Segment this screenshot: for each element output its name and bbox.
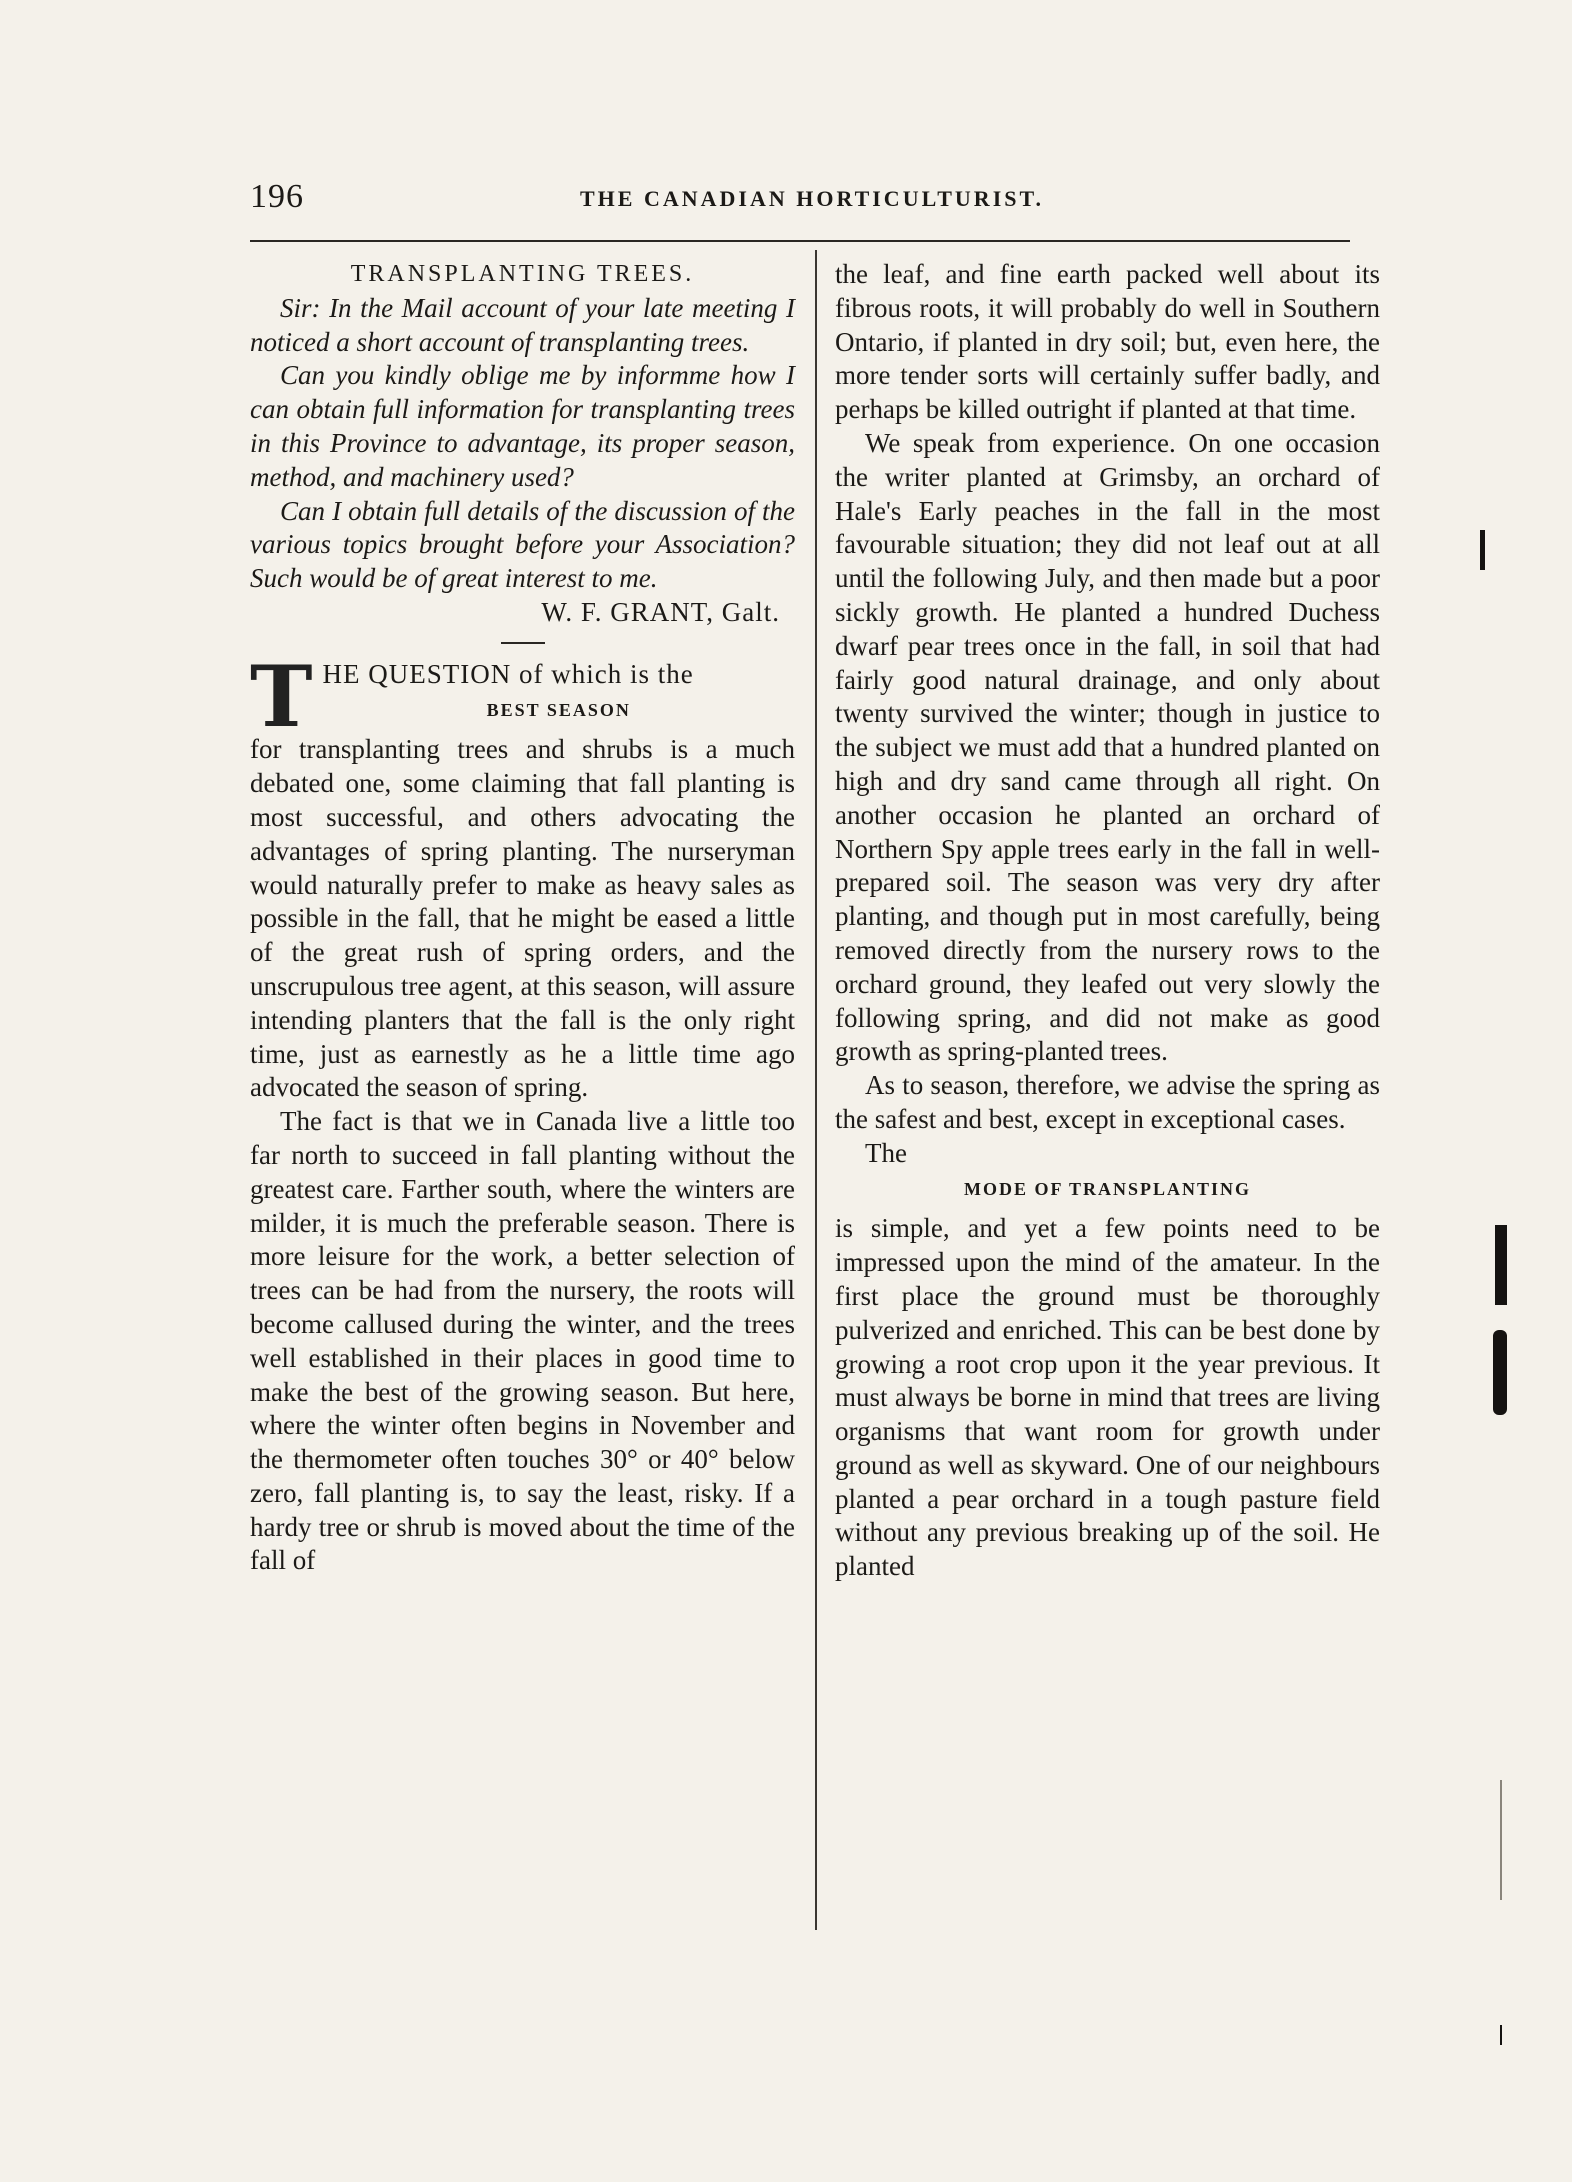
- running-title: THE CANADIAN HORTICULTURIST.: [580, 186, 1045, 211]
- article-paragraph-3: the leaf, and fine earth packed well about its fibrous roots, it will probably do well in Southern Ontario, if planted in dry soil; but, even here, the more tender sorts will certainly suffer badly, and perhaps be killed outright if planted at that time.: [835, 259, 1380, 425]
- article-lead-2: The: [865, 1137, 907, 1168]
- letter-paragraph-3: Can I obtain full details of the discussion of the various topics brought before your Association? Such would be of great interest to me.: [250, 495, 795, 594]
- subheading-best-season: BEST SEASON: [486, 699, 631, 720]
- article-paragraph-2: The fact is that we in Canada live a little too far north to succeed in fall planting without the greatest care. Farther south, where the winters are milder, it is much the preferable season. There is more leisure for the work, a better selection of trees can be had from the nursery, the roots will become callused during the winter, and the trees well established in their places in good time to make the best of the growing season. But here, where the winter often begins in November and the thermometer often touches 30° or 40° below zero, fall planting is, to say the least, risky. If a hardy tree or shrub is moved about the time of the fall of: [250, 1106, 795, 1576]
- letter-paragraph-1: Sir: In the Mail account of your late meeting I noticed a short account of transplanting trees.: [250, 292, 795, 357]
- margin-ink-mark: [1493, 1330, 1507, 1415]
- article-lead: HE QUESTION of which is the: [322, 658, 694, 689]
- left-column: [250, 258, 795, 1578]
- margin-ink-mark: [1500, 2025, 1502, 2045]
- letter-signature: W. F. GRANT, Galt.: [541, 596, 780, 627]
- margin-ink-mark: [1495, 1225, 1507, 1305]
- article-opening: [250, 646, 795, 746]
- article-paragraph-4: We speak from experience. On one occasion the writer planted at Grimsby, an orchard of Hale's Early peaches in the fall in the most favourable situation; they did not leaf out at all until the following July, and then made but a poor sickly growth. He planted a hundred Duchess dwarf pear trees once in the fall, in soil that had fairly good natural drainage, and only about twenty survived the winter; though in justice to the subject we must add that a hundred planted on high and dry sand came through all right. On another occasion he planted an orchard of Northern Spy apple trees early in the fall in well-prepared soil. The season was very dry after planting, and though put in most carefully, being removed directly from the nursery rows to the orchard ground, they leafed out very slowly the following spring, and did not make as good growth as spring-planted trees.: [835, 427, 1380, 1067]
- article-paragraph-5: As to season, therefore, we advise the spring as the safest and best, except in exceptional cases.: [835, 1070, 1380, 1134]
- header-rule: [250, 240, 1350, 242]
- right-column: [835, 258, 1380, 1584]
- margin-ink-mark: [1500, 1780, 1502, 1900]
- letter-paragraph-2: Can you kindly oblige me by informme how I can obtain full information for transplanting trees in this Province to advantage, its proper season, method, and machinery used?: [250, 360, 795, 492]
- column-divider: [815, 250, 817, 1930]
- drop-cap: T: [250, 646, 313, 746]
- separator-rule: [501, 642, 545, 644]
- margin-ink-mark: [1480, 530, 1485, 570]
- subheading-mode-of-transplanting: MODE OF TRANSPLANTING: [963, 1178, 1252, 1199]
- letter-title: TRANSPLANTING TREES.: [350, 261, 695, 287]
- article-paragraph-6: is simple, and yet a few points need to be impressed upon the mind of the amateur. In the first place the ground must be thoroughly pulverized and enriched. This can be best done by growing a root crop upon it the year previous. It must always be borne in mind that trees are living organisms that want room for growth under ground as well as skyward. One of our neighbours planted a pear orchard in a tough pasture field without any previous breaking up of the soil. He planted: [835, 1213, 1380, 1582]
- article-paragraph-1: for transplanting trees and shrubs is a much debated one, some claiming that fall planting is most successful, and others advocating the advantages of spring planting. The nurseryman would naturally prefer to make as heavy sales as possible in the fall, that he might be eased a little of the great rush of spring orders, and the unscrupulous tree agent, at this season, will assure intending planters that the fall is the only right time, just as earnestly as he a little time ago advocated the season of spring.: [250, 734, 795, 1103]
- page-header: [250, 178, 1350, 218]
- page-number: 196: [250, 178, 304, 215]
